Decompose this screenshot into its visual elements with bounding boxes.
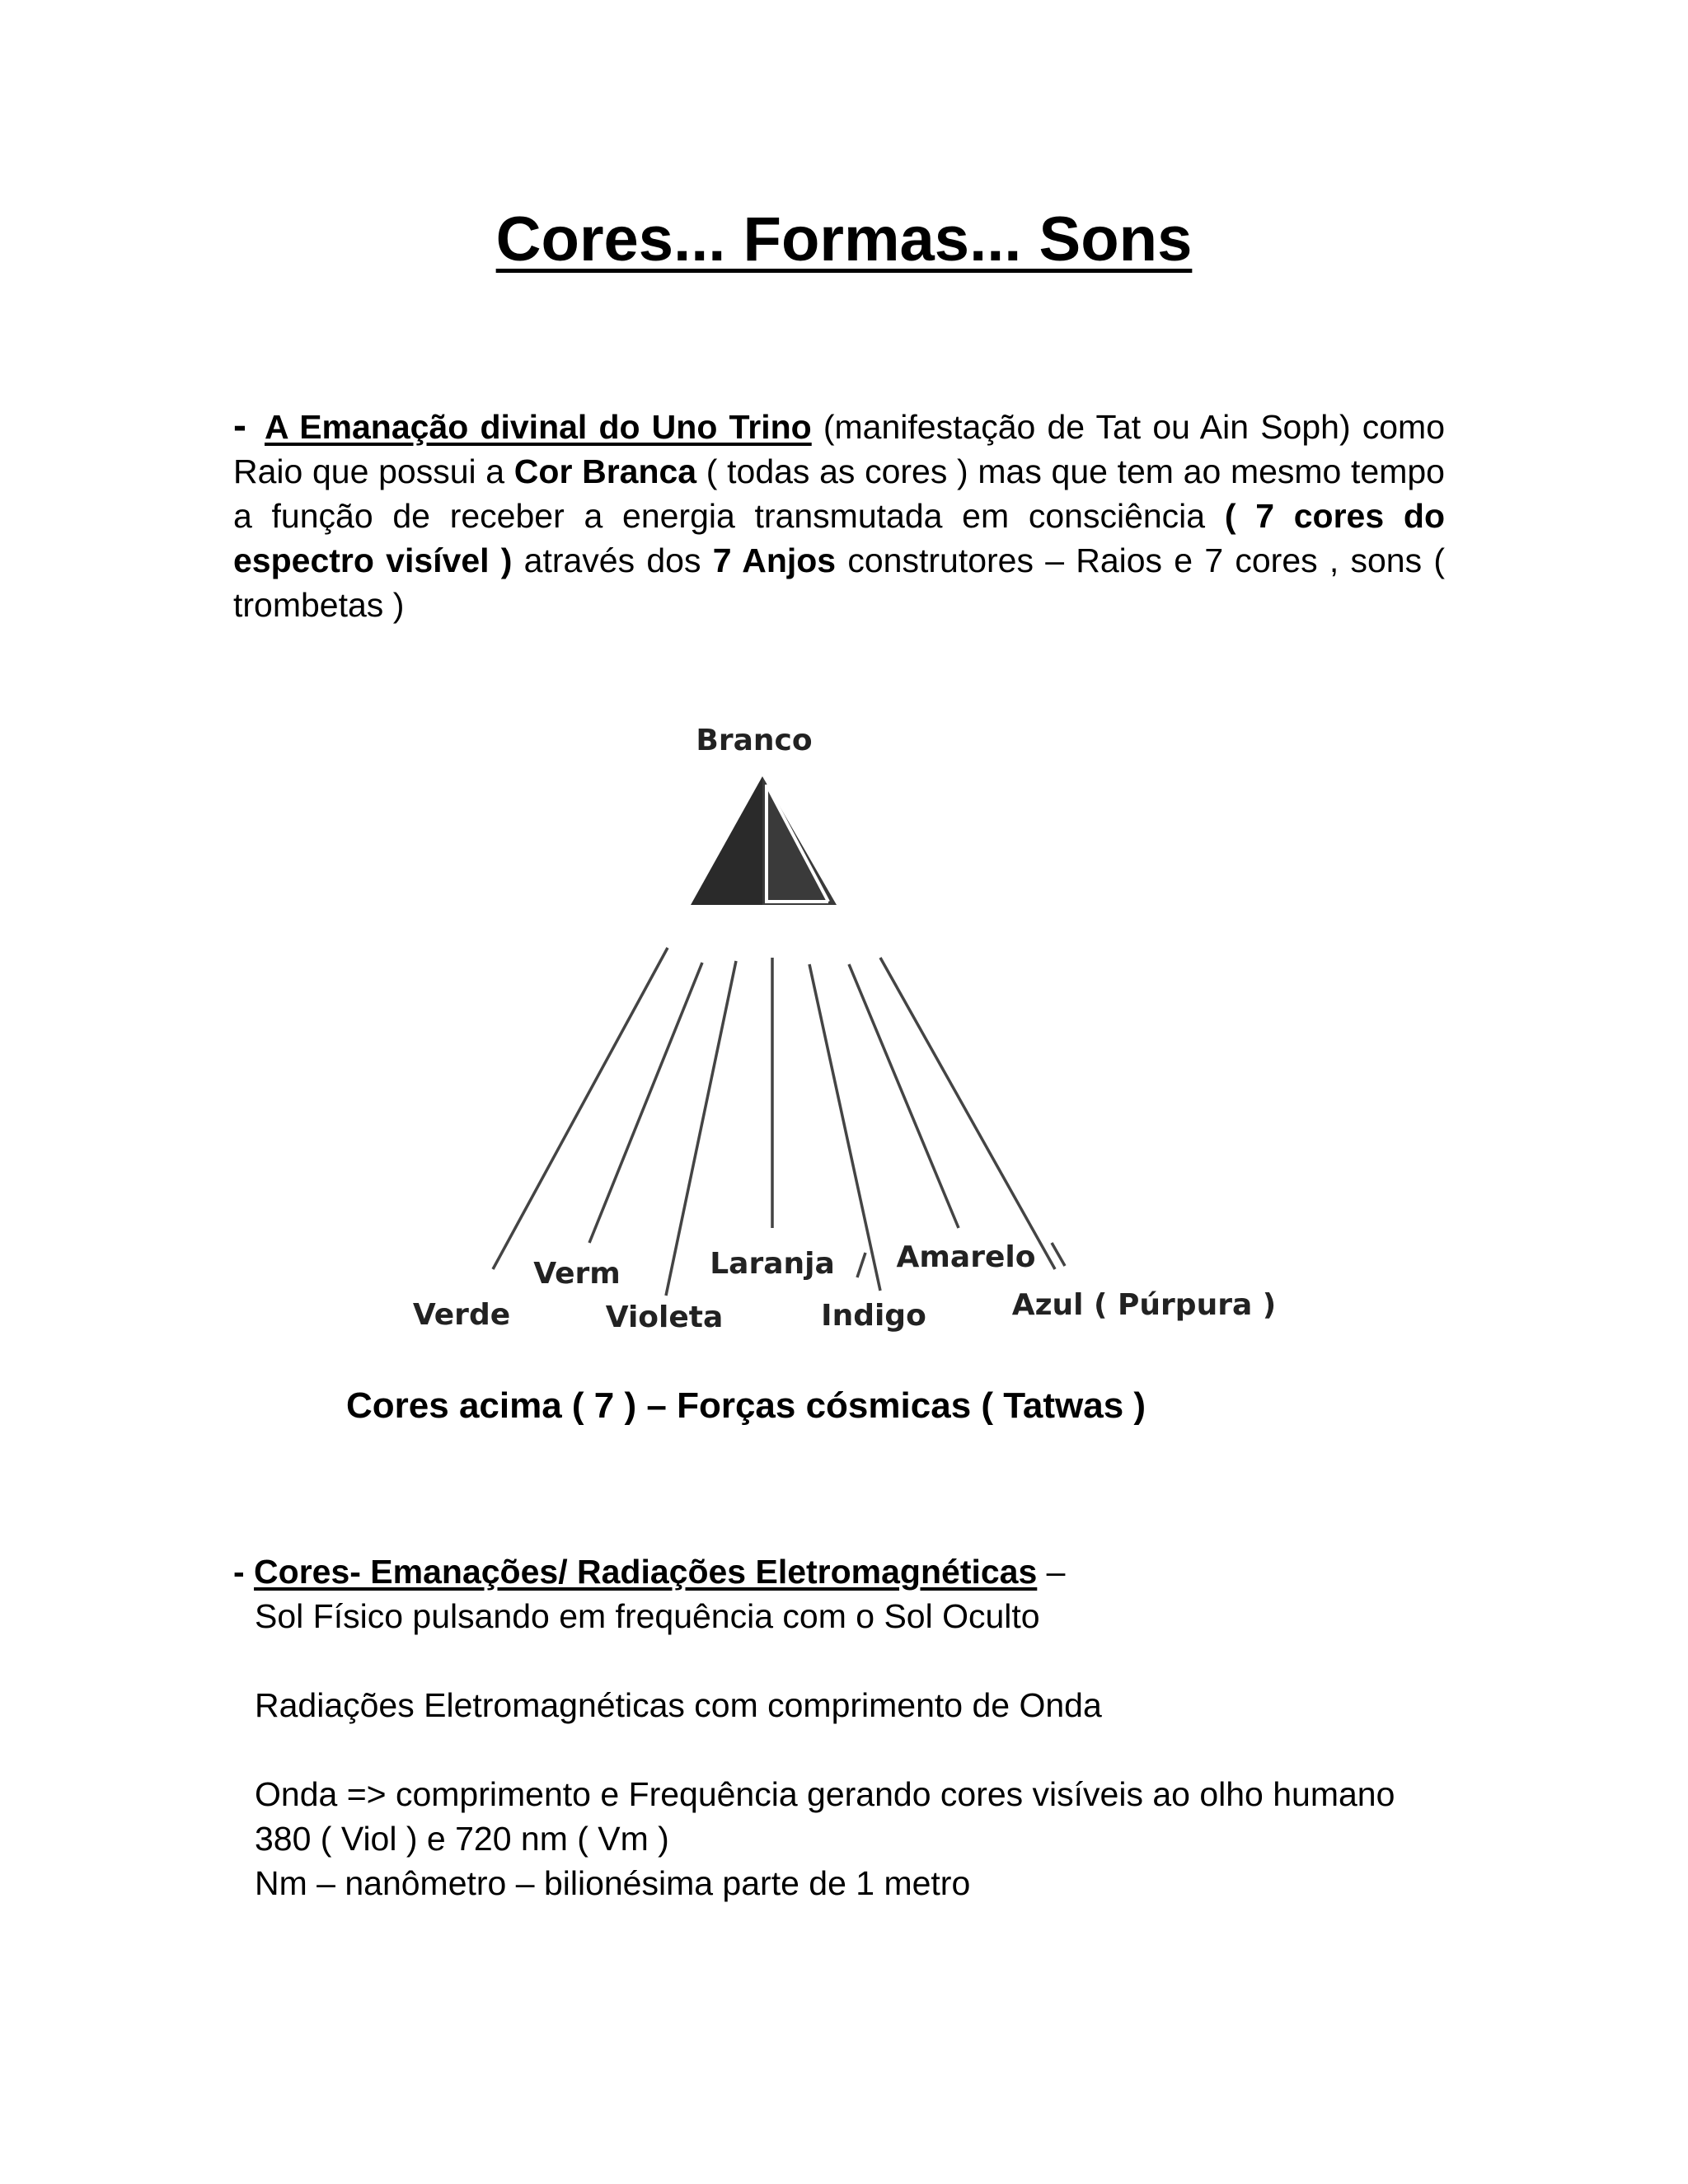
section2-line-1: Sol Físico pulsando em frequência com o Sol Oculto (255, 1597, 1040, 1635)
label-verm: Verm (533, 1257, 621, 1291)
pyramid-dark-face (691, 776, 762, 905)
apex-label-branco: Branco (696, 724, 813, 757)
intro-bold-anjos: 7 Anjos (712, 541, 837, 579)
section2-line-5: Nm – nanômetro – bilionésima parte de 1 metro (255, 1864, 971, 1902)
intro-dash: - (233, 404, 246, 448)
page-title (0, 202, 1688, 277)
label-amarelo: Amarelo (896, 1240, 1036, 1274)
page-title-text: Cores... Formas... Sons (495, 204, 1193, 274)
tick-azul (1052, 1243, 1065, 1266)
label-verde: Verde (412, 1298, 511, 1332)
label-violeta: Violeta (605, 1301, 724, 1334)
label-azul: Azul ( Púrpura ) (1011, 1288, 1277, 1322)
intro-text-4: construtores – Raios e 7 cores , sons ( trombetas ) (233, 541, 1445, 624)
section2-gap-1 (255, 1638, 1552, 1683)
section2-heading: Cores- Emanações/ Radiações Eletromagnéticas (254, 1553, 1038, 1591)
section2-heading-tail: – (1037, 1553, 1066, 1591)
intro-text-3: através dos (512, 541, 713, 579)
section2-line-3: Onda => comprimento e Frequência gerando cores visíveis ao olho humano (255, 1775, 1395, 1813)
section2-gap-2 (255, 1727, 1552, 1772)
intro-text-1: (manifestação de Tat ou Ain Soph) como Raio que possui a (233, 408, 1445, 490)
intro-bold-spectrum: ( 7 cores do espectro visível ) (233, 497, 1445, 579)
ray-diagram (0, 709, 1688, 1360)
ray-verde (493, 948, 668, 1269)
diagram-caption: Cores acima ( 7 ) – Forças cósmicas ( Tatwas ) (346, 1385, 1146, 1426)
ray-amarelo (849, 964, 959, 1228)
label-indigo: Indigo (821, 1299, 926, 1333)
ray-azul (880, 958, 1055, 1269)
section2-lines (233, 1594, 1552, 1905)
section2-line-4: 380 ( Viol ) e 720 nm ( Vm ) (255, 1820, 669, 1858)
intro-paragraph (233, 404, 1445, 627)
section2-heading-line (233, 1549, 1552, 1594)
section2-line-2: Radiações Eletromagnéticas com comprimento de Onda (255, 1686, 1102, 1724)
section-emanacoes (233, 1549, 1552, 1905)
section2-dash: - (233, 1553, 255, 1591)
label-laranja: Laranja (710, 1247, 835, 1281)
intro-text-2: ( todas as cores ) mas que tem ao mesmo tempo a função de receber a energia transmutada em consciência (233, 452, 1445, 535)
intro-bold-cor-branca: Cor Branca (513, 452, 697, 490)
tick-laranja (857, 1253, 865, 1277)
intro-heading: A Emanação divinal do Uno Trino (264, 408, 812, 446)
ray-violeta (666, 961, 736, 1296)
